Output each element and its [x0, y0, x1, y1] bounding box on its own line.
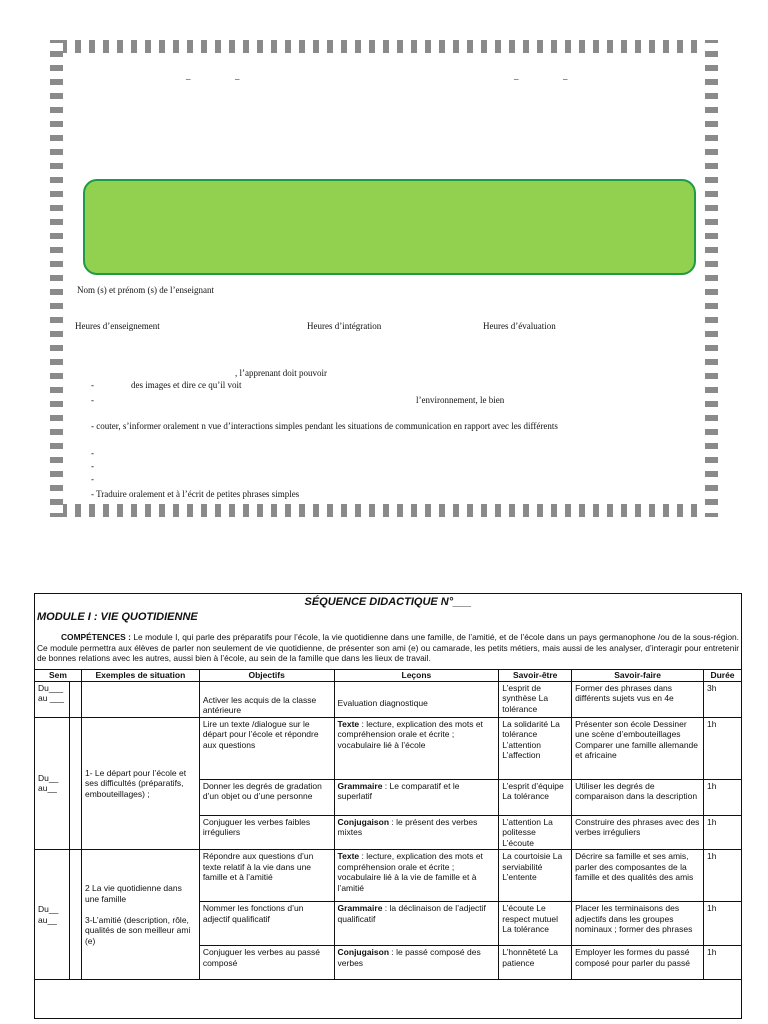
- cell-objectif: Activer les acquis de la classe antérieure: [199, 681, 334, 717]
- cell-situation: 2 La vie quotidienne dans une famille 3-L’amitié (description, rôle, qualités de son meilleur ami (e): [81, 850, 199, 980]
- cell-lecon: [334, 815, 499, 850]
- cell-objectif: Nommer les fonctions d’un adjectif qualificatif: [199, 902, 334, 946]
- bullet: -: [91, 461, 94, 471]
- cover-content: [63, 53, 705, 504]
- bullet: -: [91, 474, 94, 484]
- cell-savoir-etre: L’esprit d’équipe La tolérance: [499, 779, 572, 815]
- bullet: -: [91, 448, 94, 458]
- cell-savoir-etre: L’écoute Le respect mutuel La tolérance: [499, 902, 572, 946]
- dash: –: [235, 74, 240, 84]
- cell-duree: 3h: [703, 681, 741, 717]
- hours-teaching-label: Heures d’enseignement: [75, 321, 160, 331]
- lesson-text: : le présent des verbes mixtes: [337, 816, 478, 837]
- dash: –: [563, 74, 568, 84]
- cell-objectif: Conjuguer les verbes faibles irréguliers: [199, 815, 334, 850]
- header-duree: Durée: [703, 670, 741, 682]
- hours-evaluation-label: Heures d’évaluation: [483, 321, 556, 331]
- frame-border-right: [705, 40, 718, 517]
- header-lecons: Leçons: [334, 670, 499, 682]
- lesson-type: Conjugaison: [337, 816, 390, 827]
- lesson-type: Grammaire: [337, 780, 383, 791]
- cell-spacer: [69, 850, 81, 980]
- cell-lecon: [334, 850, 499, 902]
- cell-objectif: Donner les degrés de gradation d’un objet ou d’une personne: [199, 779, 334, 815]
- lesson-type: Texte: [337, 718, 360, 729]
- cell-savoir-faire: Placer les terminaisons des adjectifs dans les groupes nominaux ; former des phrases: [572, 902, 704, 946]
- table-row: [35, 717, 742, 779]
- header-savoir-etre: Savoir-être: [499, 670, 572, 682]
- frame-border-left: [50, 40, 63, 517]
- cell-savoir-faire: Décrire sa famille et ses amis, parler des composantes de la famille et des qualités des amis: [572, 850, 704, 902]
- table-row: [35, 681, 742, 717]
- cell-savoir-faire: Présenter son école Dessiner une scène d’embouteillages Comparer une famille allemande et africaine: [572, 717, 704, 779]
- cell-savoir-faire: Utiliser les degrés de comparaison dans la description: [572, 779, 704, 815]
- dash: –: [186, 74, 191, 84]
- cell-savoir-etre: L’esprit de synthèse La tolérance: [499, 681, 572, 717]
- cell-lecon: [334, 717, 499, 779]
- cell-savoir-etre: La solidarité La tolérance L’attention L’affection: [499, 717, 572, 779]
- module-title: MODULE I : VIE QUOTIDIENNE: [37, 611, 198, 623]
- cell-savoir-etre: L’attention La politesse L’écoute: [499, 815, 572, 850]
- lesson-text: : lecture, explication des mots et compréhension orale et écrite ; vocabulaire lié à la vie de famille et à l’amitié: [337, 851, 483, 893]
- objective-listening: - couter, s’informer oralement n vue d’interactions simples pendant les situations de communication en rapport avec les différents: [91, 421, 558, 431]
- cell-situation: 1- Le départ pour l’école et ses difficultés (préparatifs, embouteillages) ;: [81, 717, 199, 850]
- cell-sem: Du___ au ___: [35, 681, 70, 717]
- lesson-text: : lecture, explication des mots et compréhension orale et écrite ; vocabulaire lié à l’école: [337, 718, 483, 750]
- title-banner: [83, 179, 696, 275]
- sequence-table: [34, 669, 742, 980]
- cell-objectif: Lire un texte /dialogue sur le départ pour l’école et répondre aux questions: [199, 717, 334, 779]
- frame-border-bottom: [50, 504, 718, 517]
- cell-lecon: [334, 779, 499, 815]
- lesson-text: : Le comparatif et le superlatif: [337, 780, 460, 801]
- lesson-type: Conjugaison: [337, 947, 390, 957]
- teacher-name-label: Nom (s) et prénom (s) de l’enseignant: [77, 285, 214, 295]
- cell-duree: 1h: [703, 850, 741, 902]
- competences-paragraph: [37, 632, 739, 664]
- objective-intro: , l’apprenant doit pouvoir: [235, 368, 327, 378]
- lesson-type: Texte: [337, 851, 360, 861]
- cell-savoir-etre: La courtoisie La serviabilité L’entente: [499, 850, 572, 902]
- header-situation: Exemples de situation: [81, 670, 199, 682]
- cell-spacer: [69, 717, 81, 850]
- cell-lecon: [334, 902, 499, 946]
- competences-label: COMPÉTENCES :: [61, 632, 131, 642]
- cell-duree: 1h: [703, 815, 741, 850]
- cell-duree: 1h: [703, 902, 741, 946]
- cell-savoir-etre: L’honnêteté La patience: [499, 946, 572, 980]
- header-objectifs: Objectifs: [199, 670, 334, 682]
- cell-situation: [81, 681, 199, 717]
- bullet: -: [91, 380, 94, 390]
- cell-sem: Du__ au__: [35, 850, 70, 980]
- bullet: -: [91, 395, 94, 405]
- table-row: [35, 850, 742, 902]
- table-header-row: [35, 670, 742, 682]
- cell-duree: 1h: [703, 946, 741, 980]
- lesson-text: : la déclinaison de l’adjectif qualificatif: [337, 903, 486, 924]
- dash: –: [514, 74, 519, 84]
- cell-savoir-faire: Employer les formes du passé composé pour parler du passé: [572, 946, 704, 980]
- cell-savoir-faire: Former des phrases dans différents sujets vus en 4e: [572, 681, 704, 717]
- sequence-title: SÉQUENCE DIDACTIQUE N°___: [304, 596, 472, 608]
- cell-duree: 1h: [703, 717, 741, 779]
- cell-objectif: Répondre aux questions d’un texte relatif à la vie dans une famille et à l’amitié: [199, 850, 334, 902]
- objective-translate: - Traduire oralement et à l’écrit de petites phrases simples: [91, 489, 300, 499]
- cell-lecon: [334, 946, 499, 980]
- cover-frame: [50, 40, 718, 517]
- hours-integration-label: Heures d’intégration: [307, 321, 382, 331]
- cell-spacer: [69, 681, 81, 717]
- cell-savoir-faire: Construire des phrases avec des verbes irréguliers: [572, 815, 704, 850]
- cell-lecon: Evaluation diagnostique: [334, 681, 499, 717]
- objective-images: des images et dire ce qu’il voit: [131, 380, 242, 390]
- cell-sem: Du__ au__: [35, 717, 70, 850]
- cell-objectif: Conjuguer les verbes au passé composé: [199, 946, 334, 980]
- header-savoir-faire: Savoir-faire: [572, 670, 704, 682]
- header-sem: Sem: [35, 670, 82, 682]
- competences-text: Le module I, qui parle des préparatifs pour l’école, la vie quotidienne dans une famille, de l’amitié, et de l’école dans un pays germanophone /ou de la sous-région. Ce module permettra aux élèves de parler non seulement de vie quotidienne, de présenter son ami (e) ou camarade, les petits métiers, mais aussi de les analyser, d’interagir pour entretenir de bonnes relations avec les autres, aussi bien à l’école, au sein de la famille que dans les lieux de travail.: [37, 632, 739, 664]
- cell-duree: 1h: [703, 779, 741, 815]
- lesson-text: : le passé composé des verbes: [337, 947, 481, 968]
- frame-border-top: [50, 40, 718, 53]
- objective-environment: l’environnement, le bien: [416, 395, 505, 405]
- lesson-type: Grammaire: [337, 903, 383, 913]
